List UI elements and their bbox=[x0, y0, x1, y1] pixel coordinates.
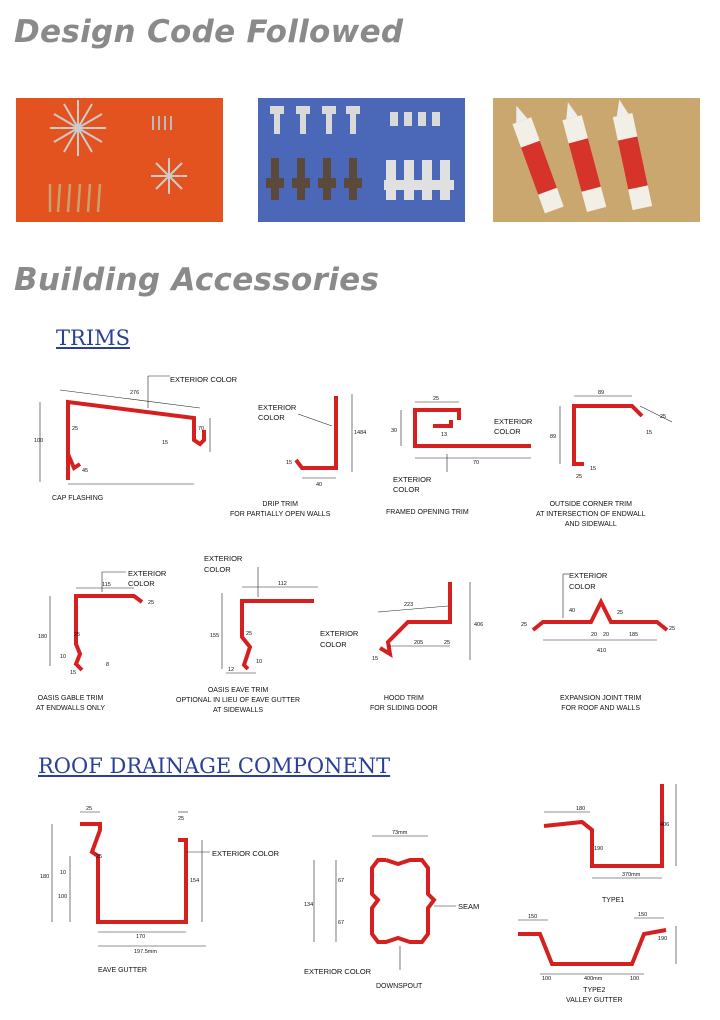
gable-caption1: OASIS GABLE TRIM bbox=[37, 695, 104, 702]
dim-112: 112 bbox=[278, 581, 287, 587]
sealant-image bbox=[493, 98, 700, 222]
roof-drainage-link[interactable]: ROOF DRAINAGE COMPONENT bbox=[38, 754, 391, 778]
dim-197: 197.5mm bbox=[134, 949, 157, 955]
dim-45: 45 bbox=[82, 468, 89, 474]
dim-190: 190 bbox=[594, 846, 604, 852]
bolts-image bbox=[258, 98, 465, 222]
dim-25g: 25 bbox=[246, 631, 253, 637]
corner-caption2: AT INTERSECTION OF ENDWALL bbox=[536, 511, 646, 518]
framed-note1: EXTERIOR bbox=[393, 475, 432, 484]
drip-trim-caption2: FOR PARTIALLY OPEN WALLS bbox=[230, 511, 331, 518]
gable-note2: COLOR bbox=[128, 579, 155, 588]
outside-corner-drawing bbox=[490, 388, 685, 483]
dim-89b: 89 bbox=[550, 434, 557, 440]
dim-25k: 25 bbox=[669, 626, 676, 632]
dim-73: 73mm bbox=[392, 830, 408, 836]
drip-note1: EXTERIOR bbox=[258, 403, 297, 412]
screws-image-art bbox=[16, 98, 223, 222]
sealant-image-art bbox=[493, 98, 700, 222]
hood-caption2: FOR SLIDING DOOR bbox=[370, 705, 438, 712]
dim-150a: 150 bbox=[528, 914, 538, 920]
dim-170: 170 bbox=[136, 934, 146, 940]
dim-15b: 15 bbox=[286, 460, 293, 466]
dim-410: 410 bbox=[597, 648, 607, 654]
dim-8: 8 bbox=[106, 662, 110, 668]
gable-caption2: AT ENDWALLS ONLY bbox=[36, 705, 105, 712]
dim-205: 205 bbox=[414, 640, 424, 646]
eave-caption1: OASIS EAVE TRIM bbox=[207, 687, 269, 694]
expansion-note1: EXTERIOR bbox=[569, 571, 608, 580]
gutter-note: EXTERIOR COLOR bbox=[212, 849, 280, 858]
downspout-drawing bbox=[300, 822, 500, 992]
dim-25: 25 bbox=[72, 426, 79, 432]
type1-drawing bbox=[530, 776, 690, 886]
dim-25m: 25 bbox=[178, 816, 185, 822]
gable-note1: EXTERIOR bbox=[128, 569, 167, 578]
hood-trim-drawing bbox=[318, 576, 488, 676]
framed-note2: COLOR bbox=[393, 485, 420, 494]
dim-70: 70 bbox=[198, 426, 205, 432]
dim-25e: 25 bbox=[148, 600, 155, 606]
hood-trim-caption bbox=[370, 694, 438, 714]
dim-25j: 25 bbox=[521, 622, 528, 628]
dim-115: 115 bbox=[102, 582, 111, 588]
outside-corner-caption bbox=[536, 500, 646, 530]
hood-note2: COLOR bbox=[320, 640, 347, 649]
corner-caption3: AND SIDEWALL bbox=[564, 521, 617, 528]
dim-180: 180 bbox=[38, 634, 48, 640]
dim-100c: 100 bbox=[542, 976, 552, 982]
dim-25c: 25 bbox=[576, 474, 583, 480]
drip-trim-caption bbox=[230, 500, 330, 520]
dim-25l: 25 bbox=[86, 806, 93, 812]
dim-155: 155 bbox=[210, 633, 220, 639]
seam-label: SEAM bbox=[458, 902, 480, 911]
dim-100d: 100 bbox=[630, 976, 640, 982]
oasis-eave-caption bbox=[176, 686, 300, 716]
corner-note1: EXTERIOR bbox=[494, 417, 533, 426]
dim-15e: 15 bbox=[70, 670, 77, 676]
dim-15c: 15 bbox=[590, 466, 597, 472]
eave-note2: COLOR bbox=[204, 565, 231, 574]
cap-flashing-note: EXTERIOR COLOR bbox=[170, 375, 238, 384]
dim-370: 370mm bbox=[622, 872, 641, 878]
type2-caption2: VALLEY GUTTER bbox=[566, 997, 623, 1004]
drip-trim-drawing bbox=[240, 390, 370, 490]
dim-15d: 15 bbox=[646, 430, 653, 436]
corner-note2: COLOR bbox=[494, 427, 521, 436]
design-code-heading: Design Code Followed bbox=[14, 14, 404, 50]
type2-drawing bbox=[512, 906, 682, 984]
dim-180c: 180 bbox=[576, 806, 586, 812]
cap-flashing-caption: CAP FLASHING bbox=[52, 495, 104, 502]
dim-1484: 1484 bbox=[354, 430, 367, 436]
dim-25b: 25 bbox=[433, 396, 440, 402]
drip-trim-caption1: DRIP TRIM bbox=[262, 501, 298, 508]
dim-190b: 190 bbox=[658, 936, 668, 942]
dim-100: 100 bbox=[34, 438, 44, 444]
dim-406: 406 bbox=[474, 622, 484, 628]
dim-150b: 150 bbox=[638, 912, 648, 918]
building-accessories-heading: Building Accessories bbox=[14, 262, 380, 298]
dim-10c: 10 bbox=[60, 870, 67, 876]
dim-40: 40 bbox=[316, 482, 323, 488]
eave-gutter-drawing bbox=[30, 798, 300, 958]
trims-link[interactable]: TRIMS bbox=[56, 326, 131, 350]
dim-25d: 25 bbox=[660, 414, 667, 420]
dim-276: 276 bbox=[130, 390, 140, 396]
dim-100b: 100 bbox=[58, 894, 68, 900]
expansion-caption2: FOR ROOF AND WALLS bbox=[561, 705, 640, 712]
dim-134: 134 bbox=[304, 902, 314, 908]
downspout-note: EXTERIOR COLOR bbox=[304, 967, 372, 976]
dim-25i: 25 bbox=[617, 610, 624, 616]
dim-223: 223 bbox=[404, 602, 414, 608]
dim-12: 12 bbox=[228, 667, 235, 673]
hood-caption1: HOOD TRIM bbox=[383, 695, 424, 702]
dim-25n: 25 bbox=[96, 854, 103, 860]
eave-caption3: AT SIDEWALLS bbox=[213, 707, 264, 714]
screws-image bbox=[16, 98, 223, 222]
dim-185: 185 bbox=[629, 632, 639, 638]
dim-25f: 25 bbox=[74, 632, 81, 638]
oasis-gable-drawing bbox=[30, 568, 170, 678]
downspout-caption: DOWNSPOUT bbox=[376, 983, 423, 990]
dim-15f: 15 bbox=[372, 656, 379, 662]
framed-opening-caption: FRAMED OPENING TRIM bbox=[386, 509, 469, 516]
dim-25h: 25 bbox=[444, 640, 451, 646]
dim-40b: 40 bbox=[569, 608, 576, 614]
dim-13: 13 bbox=[441, 432, 448, 438]
dim-10b: 10 bbox=[256, 659, 263, 665]
eave-gutter-caption: EAVE GUTTER bbox=[98, 967, 147, 974]
cap-flashing-drawing bbox=[30, 372, 238, 512]
expansion-caption1: EXPANSION JOINT TRIM bbox=[560, 695, 642, 702]
dim-10: 10 bbox=[60, 654, 67, 660]
dim-30: 30 bbox=[391, 428, 398, 434]
dim-406b: 406 bbox=[660, 822, 670, 828]
drip-note2: COLOR bbox=[258, 413, 285, 422]
expansion-note2: COLOR bbox=[569, 582, 596, 591]
dim-400: 400mm bbox=[584, 976, 603, 982]
type1-caption: TYPE1 bbox=[602, 897, 625, 904]
corner-caption1: OUTSIDE CORNER TRIM bbox=[549, 501, 632, 508]
type2-caption1: TYPE2 bbox=[583, 987, 606, 994]
dim-67a: 67 bbox=[338, 878, 345, 884]
dim-180b: 180 bbox=[40, 874, 50, 880]
oasis-eave-drawing bbox=[200, 553, 325, 678]
dim-20a: 20 bbox=[591, 632, 598, 638]
hood-note1: EXTERIOR bbox=[320, 629, 359, 638]
dim-15: 15 bbox=[162, 440, 169, 446]
expansion-joint-drawing bbox=[505, 568, 685, 668]
oasis-gable-caption bbox=[36, 694, 105, 714]
type2-caption bbox=[566, 986, 623, 1006]
dim-154: 154 bbox=[190, 878, 200, 884]
bolts-image-art bbox=[258, 98, 465, 222]
eave-caption2: OPTIONAL IN LIEU OF EAVE GUTTER bbox=[176, 697, 301, 704]
eave-note1: EXTERIOR bbox=[204, 554, 243, 563]
dim-20b: 20 bbox=[603, 632, 610, 638]
dim-89: 89 bbox=[598, 390, 605, 396]
dim-67b: 67 bbox=[338, 920, 345, 926]
expansion-joint-caption bbox=[560, 694, 641, 714]
dim-70b: 70 bbox=[473, 460, 480, 466]
